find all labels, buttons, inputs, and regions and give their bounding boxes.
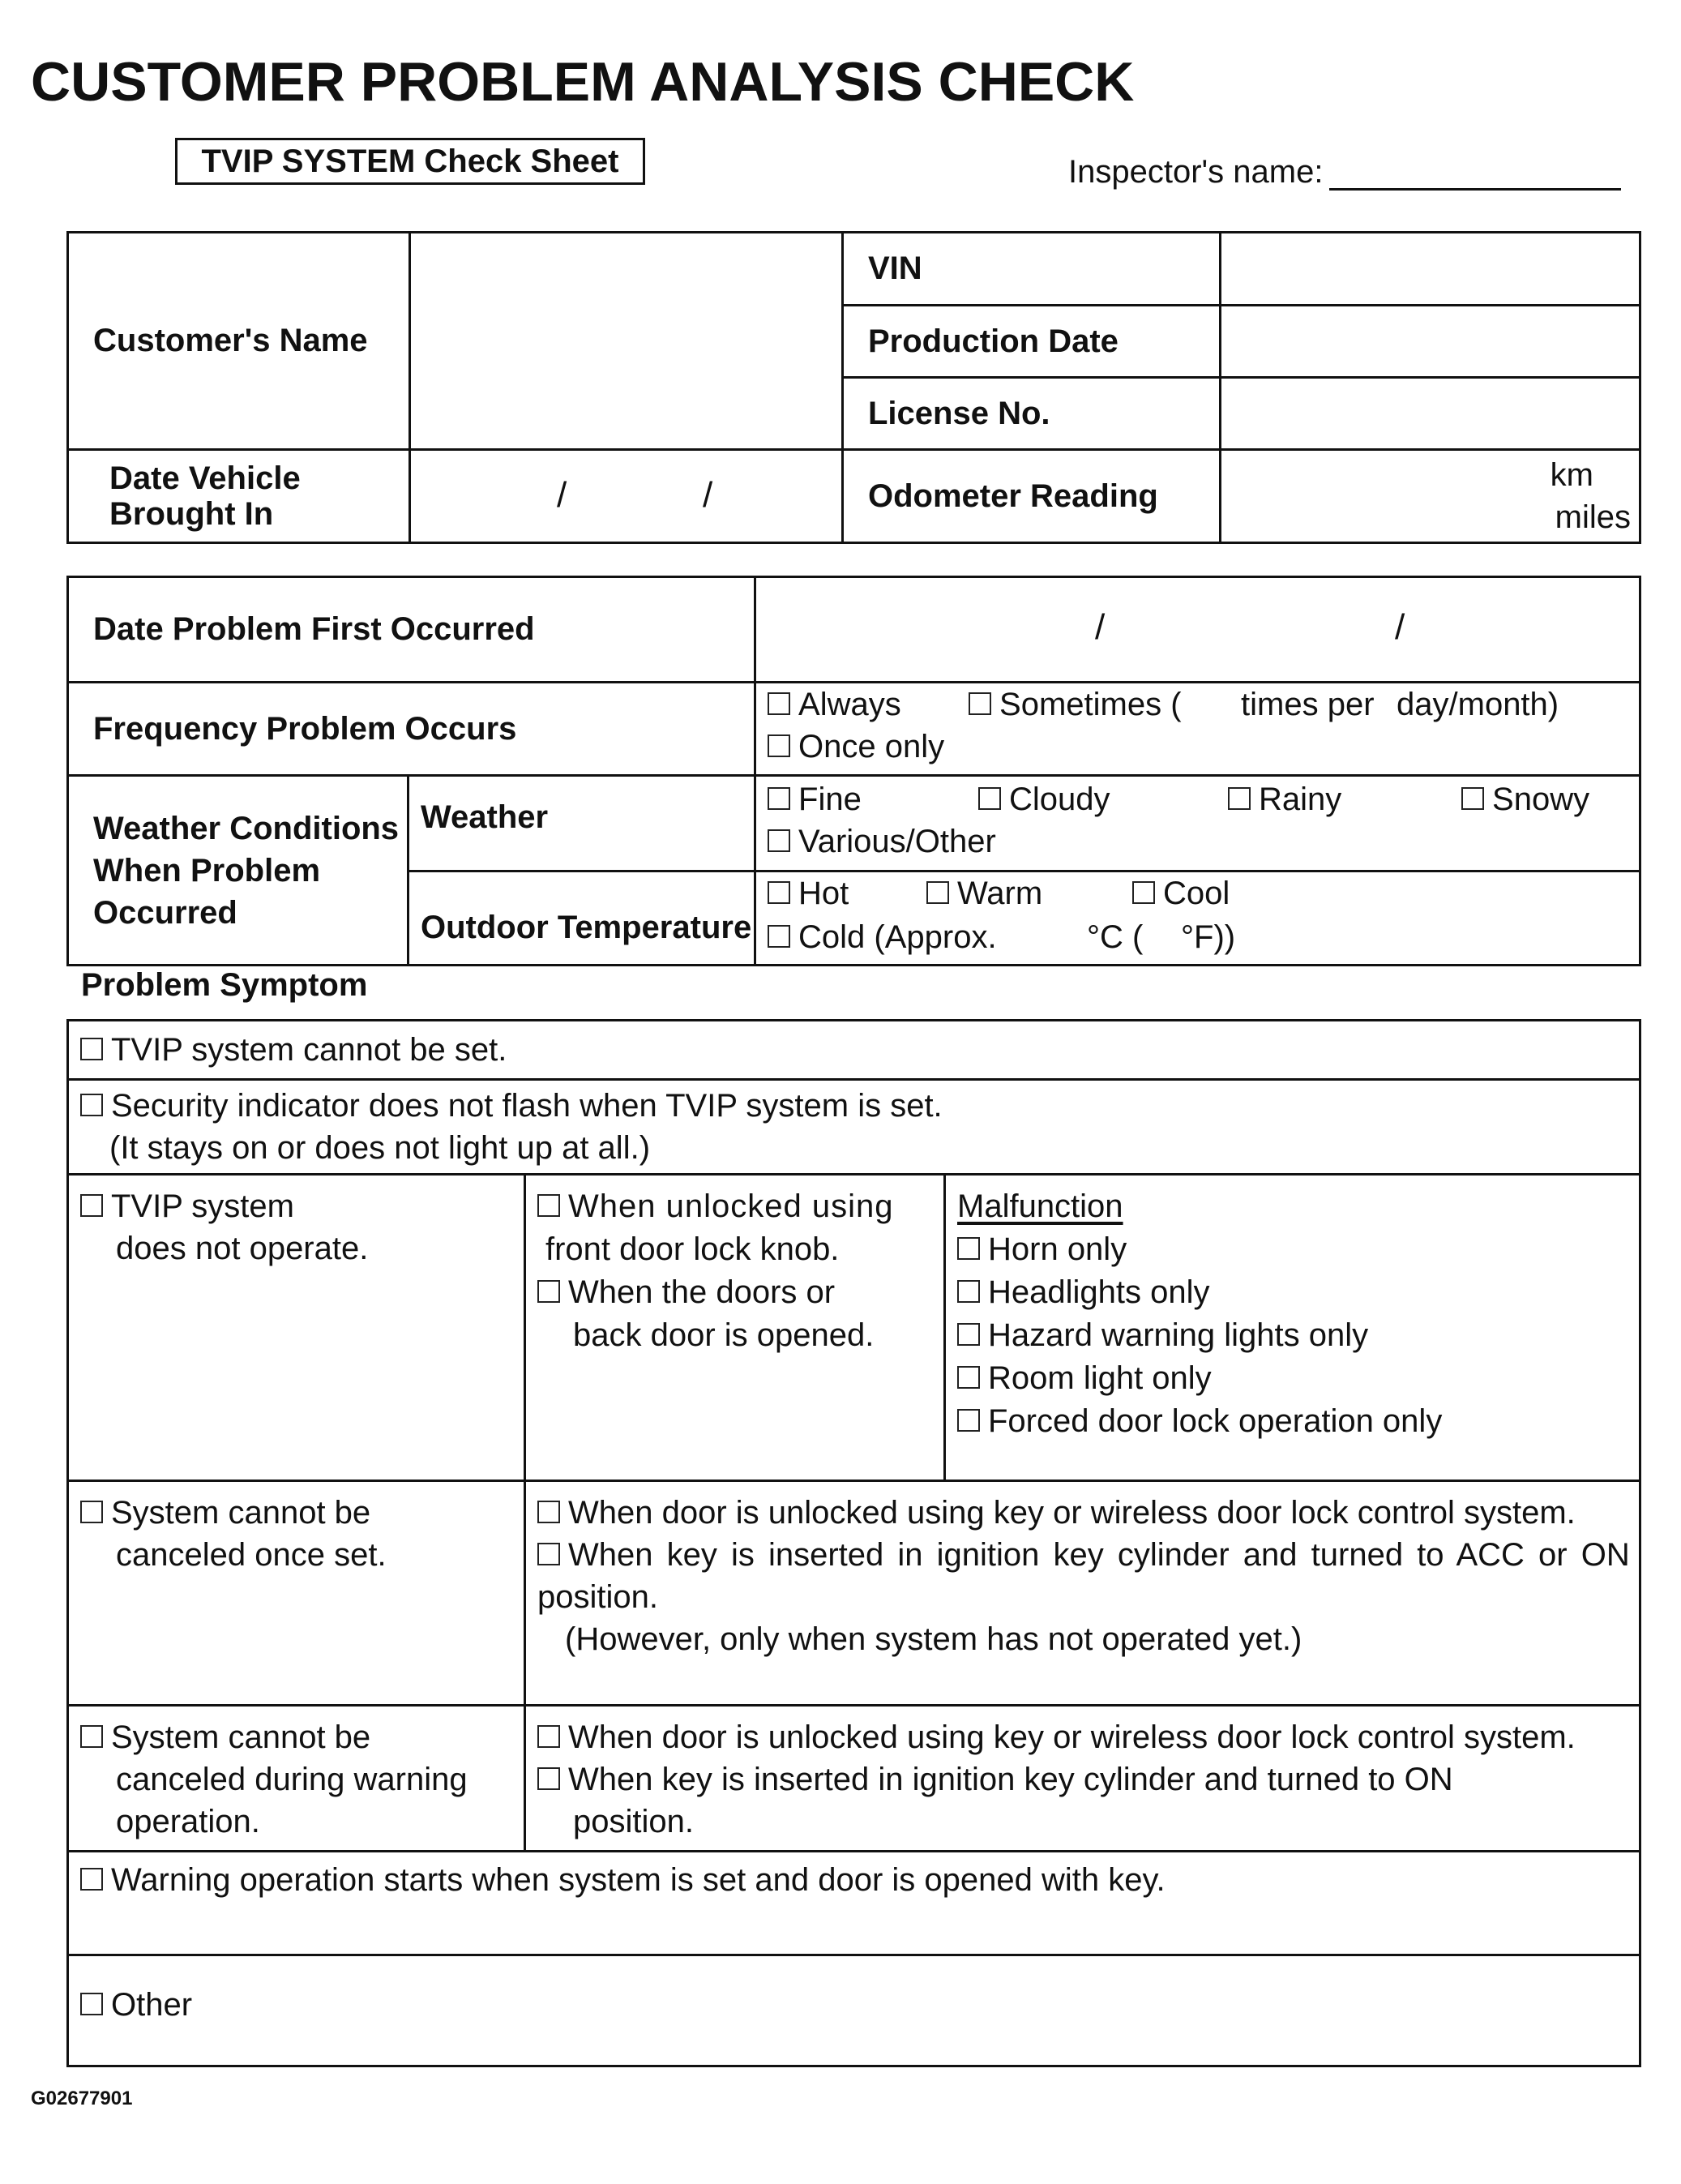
option-label: Rainy xyxy=(1259,782,1342,817)
checkbox-icon[interactable] xyxy=(1461,787,1484,810)
checkbox-icon[interactable] xyxy=(80,1501,103,1523)
temp-cold-option[interactable] xyxy=(768,919,997,956)
symptom-text: Other xyxy=(111,1987,193,2023)
checkbox-icon[interactable] xyxy=(969,692,991,715)
weather-fine-option[interactable] xyxy=(768,782,862,818)
frequency-options xyxy=(755,683,1640,776)
checkbox-icon[interactable] xyxy=(537,1543,560,1565)
symptom-text: Security indicator does not flash when TVIP system is set. xyxy=(111,1088,943,1124)
odometer-field[interactable] xyxy=(1221,450,1640,543)
checkbox-icon[interactable] xyxy=(80,1868,103,1891)
symptom-cannot-set xyxy=(68,1021,1640,1080)
weather-cloudy-option[interactable] xyxy=(978,782,1110,818)
condition-note: (However, only when system has not operated yet.) xyxy=(565,1621,1302,1657)
date-slash: / xyxy=(1395,607,1405,647)
checkbox-icon[interactable] xyxy=(768,925,790,948)
checkbox-icon[interactable] xyxy=(957,1366,980,1389)
checkbox-icon[interactable] xyxy=(978,787,1001,810)
weather-options xyxy=(755,776,1640,871)
condition-text: When unlocked using xyxy=(568,1188,894,1224)
freq-times-per: times per xyxy=(1241,687,1375,722)
checkbox-icon[interactable] xyxy=(768,692,790,715)
production-date-label: Production Date xyxy=(843,306,1221,378)
checkbox-icon[interactable] xyxy=(768,829,790,852)
date-slash: / xyxy=(1095,607,1106,647)
page-title: CUSTOMER PROBLEM ANALYSIS CHECK xyxy=(31,51,1135,113)
production-date-field[interactable] xyxy=(1221,306,1640,378)
checkbox-icon[interactable] xyxy=(1228,787,1251,810)
option-label: Warm xyxy=(957,876,1043,911)
weather-conditions-label-line3: Occurred xyxy=(93,894,237,931)
problem-symptom-table xyxy=(66,1019,1641,2067)
malfunction-item: Horn only xyxy=(988,1231,1127,1267)
weather-rainy-option[interactable] xyxy=(1228,782,1341,818)
vin-label: VIN xyxy=(843,233,1221,306)
symptom-text: canceled once set. xyxy=(116,1537,387,1573)
problem-symptom-label: Problem Symptom xyxy=(81,967,368,1003)
malfunction-list xyxy=(945,1175,1640,1481)
checkbox-icon[interactable] xyxy=(957,1237,980,1260)
checkbox-icon[interactable] xyxy=(80,1725,103,1748)
vin-field[interactable] xyxy=(1221,233,1640,306)
outdoor-temperature-label: Outdoor Temperature xyxy=(408,871,755,966)
checkbox-icon[interactable] xyxy=(957,1409,980,1432)
option-label: Sometimes ( xyxy=(999,687,1182,722)
condition-text: position. xyxy=(537,1579,658,1615)
symptom-cannot-cancel-set xyxy=(68,1481,525,1706)
odometer-label: Odometer Reading xyxy=(843,450,1221,543)
symptom-cannot-cancel-set-conditions xyxy=(525,1481,1640,1706)
malfunction-item: Hazard warning lights only xyxy=(988,1317,1369,1353)
temp-cool-option[interactable] xyxy=(1132,876,1230,912)
temp-celsius-unit: °C ( xyxy=(1087,919,1144,955)
checkbox-icon[interactable] xyxy=(537,1194,560,1217)
checkbox-icon[interactable] xyxy=(80,1038,103,1060)
weather-various-option[interactable] xyxy=(768,824,996,860)
symptom-text: operation. xyxy=(116,1804,260,1839)
frequency-label: Frequency Problem Occurs xyxy=(68,683,755,776)
checkbox-icon[interactable] xyxy=(768,881,790,904)
date-slash: / xyxy=(557,475,567,515)
weather-conditions-label-line1: Weather Conditions xyxy=(93,810,400,846)
temp-hot-option[interactable] xyxy=(768,876,849,912)
symptom-text: System cannot be xyxy=(111,1719,371,1755)
freq-sometimes-option[interactable] xyxy=(969,687,1182,723)
option-label: Hot xyxy=(798,876,849,911)
malfunction-label: Malfunction xyxy=(957,1188,1123,1224)
condition-text: front door lock knob. xyxy=(545,1231,840,1267)
check-sheet-label: TVIP SYSTEM Check Sheet xyxy=(175,138,645,185)
unit-miles: miles xyxy=(1555,499,1631,535)
checkbox-icon[interactable] xyxy=(1132,881,1155,904)
condition-text: position. xyxy=(573,1804,694,1839)
symptom-other xyxy=(68,1955,1640,2066)
date-brought-in-label-line2: Brought In xyxy=(109,496,274,532)
symptom-warning-starts-with-key xyxy=(68,1852,1640,1955)
temperature-options xyxy=(755,871,1640,966)
inspector-name-label: Inspector's name: xyxy=(1068,154,1324,190)
checkbox-icon[interactable] xyxy=(537,1501,560,1523)
checkbox-icon[interactable] xyxy=(537,1725,560,1748)
inspector-name-field[interactable] xyxy=(1329,188,1621,191)
checkbox-icon[interactable] xyxy=(768,787,790,810)
symptom-text: System cannot be xyxy=(111,1495,371,1531)
date-brought-in-field[interactable] xyxy=(410,450,843,543)
condition-text: back door is opened. xyxy=(573,1317,875,1353)
license-field[interactable] xyxy=(1221,378,1640,450)
checkbox-icon[interactable] xyxy=(80,1993,103,2015)
condition-text: When key is inserted in ignition key cylinder and turned to ON xyxy=(568,1762,1453,1797)
symptom-text: does not operate. xyxy=(116,1231,369,1266)
weather-conditions-label xyxy=(68,776,408,966)
checkbox-icon[interactable] xyxy=(957,1323,980,1346)
option-label: Various/Other xyxy=(798,824,996,859)
symptom-text: canceled during warning xyxy=(116,1762,468,1797)
weather-label: Weather xyxy=(408,776,755,871)
temp-warm-option[interactable] xyxy=(926,876,1042,912)
checkbox-icon[interactable] xyxy=(768,734,790,757)
license-label: License No. xyxy=(843,378,1221,450)
date-first-occurred-label: Date Problem First Occurred xyxy=(68,577,755,683)
checkbox-icon[interactable] xyxy=(80,1094,103,1116)
condition-text: When door is unlocked using key or wireless door lock control system. xyxy=(568,1719,1576,1755)
customer-name-label: Customer's Name xyxy=(68,233,410,450)
freq-once-option[interactable] xyxy=(768,729,944,765)
temp-fahrenheit-unit: °F)) xyxy=(1181,919,1236,955)
checkbox-icon[interactable] xyxy=(926,881,949,904)
symptom-text: Warning operation starts when system is set and door is opened with key. xyxy=(111,1862,1166,1898)
symptom-cannot-cancel-warning-conditions xyxy=(525,1706,1640,1852)
freq-day-month: day/month) xyxy=(1397,687,1559,722)
condition-text: When the doors or xyxy=(568,1274,836,1310)
option-label: Once only xyxy=(798,729,945,764)
malfunction-item: Headlights only xyxy=(988,1274,1210,1310)
checkbox-icon[interactable] xyxy=(537,1280,560,1303)
checkbox-icon[interactable] xyxy=(80,1194,103,1217)
checkbox-icon[interactable] xyxy=(957,1280,980,1303)
symptom-text: TVIP system xyxy=(111,1188,294,1224)
option-label: Snowy xyxy=(1492,782,1590,817)
symptom-does-not-operate-conditions xyxy=(525,1175,945,1481)
option-label: Cold (Approx. xyxy=(798,919,997,955)
malfunction-item: Forced door lock operation only xyxy=(988,1403,1443,1439)
date-brought-in-label-line1: Date Vehicle xyxy=(109,460,301,496)
symptom-cannot-cancel-warning xyxy=(68,1706,525,1852)
option-label: Fine xyxy=(798,782,862,817)
symptom-note: (It stays on or does not light up at all.) xyxy=(109,1130,651,1166)
condition-text: When door is unlocked using key or wireless door lock control system. xyxy=(568,1495,1576,1531)
freq-always-option[interactable] xyxy=(768,687,901,723)
symptom-does-not-operate xyxy=(68,1175,525,1481)
unit-km: km xyxy=(1550,457,1593,493)
conditions-table xyxy=(66,576,1641,966)
date-slash: / xyxy=(703,475,713,515)
checkbox-icon[interactable] xyxy=(537,1767,560,1790)
option-label: Cool xyxy=(1163,876,1230,911)
condition-text: When key is inserted in ignition key cylinder and turned to ACC or ON xyxy=(568,1537,1630,1573)
symptom-indicator-no-flash xyxy=(68,1080,1640,1175)
malfunction-item: Room light only xyxy=(988,1360,1212,1396)
customer-name-field[interactable] xyxy=(410,233,843,450)
option-label: Always xyxy=(798,687,901,722)
option-label: Cloudy xyxy=(1009,782,1110,817)
date-brought-in-label xyxy=(68,450,410,543)
figure-code: G02677901 xyxy=(31,2088,133,2109)
weather-conditions-label-line2: When Problem xyxy=(93,852,321,889)
weather-snowy-option[interactable] xyxy=(1461,782,1589,818)
symptom-text: TVIP system cannot be set. xyxy=(111,1031,507,1068)
date-first-occurred-field[interactable] xyxy=(755,577,1640,683)
vehicle-info-table xyxy=(66,231,1641,544)
